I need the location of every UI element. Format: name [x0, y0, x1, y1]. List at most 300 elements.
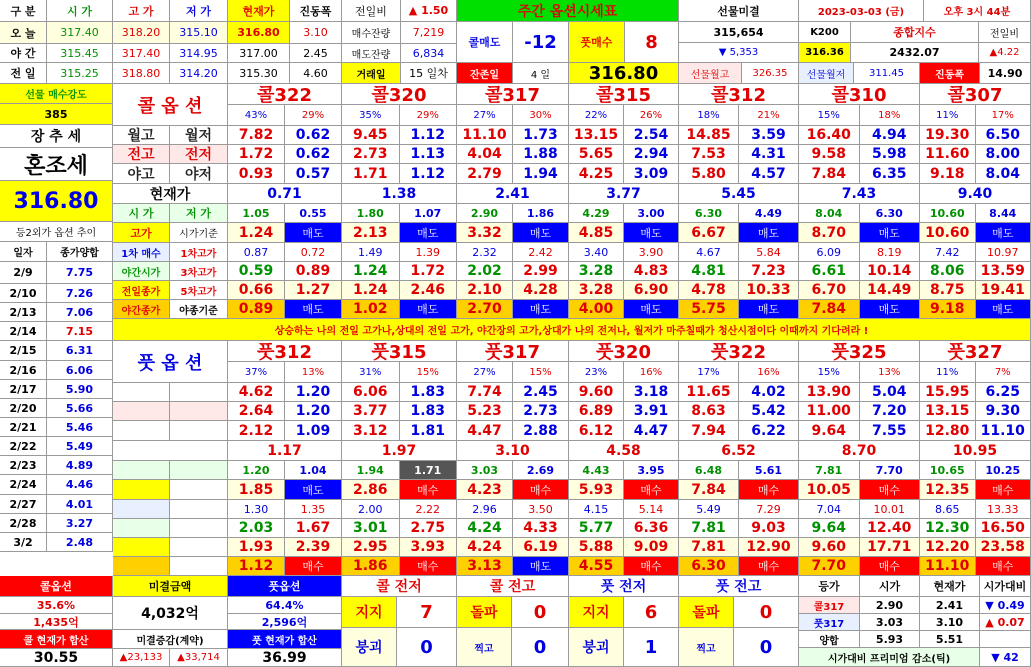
- header-r2-c6: 매도잔량: [342, 44, 401, 63]
- put-night-close: 3.13: [457, 557, 513, 576]
- call-val: 13.15: [569, 126, 624, 145]
- put-val: 1.81: [400, 421, 458, 441]
- call-row: 1.27: [285, 281, 342, 300]
- put-pct: 15%: [513, 362, 569, 383]
- call-lbl: 야간시가: [113, 262, 170, 281]
- call-row: 3.90: [624, 243, 679, 262]
- header-r1-c3: 315.10: [170, 22, 228, 44]
- call-open: 1.05: [228, 204, 285, 223]
- put-pct: 64.4%: [228, 597, 342, 614]
- call-val: 16.40: [799, 126, 860, 145]
- header-r0-c6: 전일비: [342, 0, 401, 22]
- call-current: 3.77: [569, 184, 679, 204]
- call-val: 0.57: [285, 164, 342, 184]
- call-row: 8.06: [920, 262, 976, 281]
- call-low: 1.86: [513, 204, 569, 223]
- put-val: 12.80: [920, 421, 976, 441]
- put-row: 7.81: [679, 538, 739, 557]
- call-lbl: 전일종가: [113, 281, 170, 300]
- put-val: 1.83: [400, 402, 458, 421]
- put-open: 10.65: [920, 461, 976, 480]
- row-sum: 7.26: [47, 284, 113, 303]
- atm-cell: 양합: [799, 631, 860, 648]
- call-row: 19.41: [976, 281, 1031, 300]
- call-sell-label: 콜매도: [457, 22, 513, 63]
- call-row: 2.32: [457, 243, 513, 262]
- call-row: 6.61: [799, 262, 860, 281]
- call-pct: 35.6%: [0, 597, 113, 614]
- put-val: 7.55: [860, 421, 921, 441]
- strength-value: 385: [0, 104, 113, 125]
- call-signal2: 매도: [400, 300, 458, 319]
- call-row: 6.90: [624, 281, 679, 300]
- breakout-label: 붕괴: [342, 628, 397, 667]
- put-val: 2.88: [513, 421, 569, 441]
- header-r3-c5: 4.60: [290, 63, 342, 84]
- atm-cell: 2.90: [860, 597, 920, 614]
- call-row: 13.59: [976, 262, 1031, 281]
- breakout-header: 콜 전저: [342, 576, 457, 597]
- put-val: 13.15: [920, 402, 976, 421]
- call-pct: 18%: [679, 105, 739, 126]
- call-row: 8.75: [920, 281, 976, 300]
- call-lbl: 야고: [113, 164, 170, 184]
- row-sum: 7.75: [47, 262, 113, 284]
- atm-header: 시가: [860, 576, 920, 597]
- breakout-label: 돌파: [679, 597, 734, 628]
- unsettled-chg-2: ▲33,714: [170, 649, 228, 667]
- call-val: 2.79: [457, 164, 513, 184]
- call-val: 5.65: [569, 145, 624, 164]
- put-signal2: 매도: [513, 557, 569, 576]
- put-lbl: [170, 557, 228, 576]
- call-strike: 콜315: [569, 84, 679, 105]
- put-val: 6.06: [342, 383, 400, 402]
- call-val: 6.50: [976, 126, 1031, 145]
- breakout-value: 1: [624, 628, 679, 667]
- put-lbl: [170, 538, 228, 557]
- header-r3-c6: 거래일: [342, 63, 401, 84]
- call-val: 8.04: [976, 164, 1031, 184]
- call-current: 7.43: [799, 184, 920, 204]
- put-val: 7.20: [860, 402, 921, 421]
- futures-oi-change: ▼ 5,353: [679, 43, 799, 63]
- put-open: 1.94: [342, 461, 400, 480]
- call-row: 10.33: [739, 281, 799, 300]
- call-val: 8.00: [976, 145, 1031, 164]
- futures-month-high-label: 선물월고: [679, 63, 742, 84]
- call-lbl: 월고: [113, 126, 170, 145]
- put-current: 1.17: [228, 441, 342, 461]
- call-strike: 콜320: [342, 84, 457, 105]
- put-current: 4.58: [569, 441, 679, 461]
- call-row: 4.78: [679, 281, 739, 300]
- header-r0-c7: ▲ 1.50: [401, 0, 457, 22]
- put-row: 1.93: [228, 538, 285, 557]
- call-lbl: 1차고가: [170, 243, 228, 262]
- put-row: 12.90: [739, 538, 799, 557]
- put-night-close: 6.30: [679, 557, 739, 576]
- header-r3-c3: 314.20: [170, 63, 228, 84]
- put-low: 7.70: [860, 461, 921, 480]
- call-opt-label: 콜옵션: [0, 576, 113, 597]
- header-r0-c2: 고 가: [113, 0, 170, 22]
- call-pct: 35%: [342, 105, 400, 126]
- page-title: 주간 옵션시세표: [457, 0, 679, 22]
- header-r2-c1: 315.45: [47, 44, 113, 63]
- call-pct: 22%: [569, 105, 624, 126]
- call-lbl: 저 가: [170, 204, 228, 223]
- put-high: 7.84: [679, 480, 739, 500]
- row-date: 2/14: [0, 322, 47, 341]
- put-open: 6.48: [679, 461, 739, 480]
- row-date: 2/16: [0, 361, 47, 380]
- put-signal2: 매수: [739, 557, 799, 576]
- put-val: 9.64: [799, 421, 860, 441]
- call-high: 1.24: [228, 223, 285, 243]
- put-row: 4.24: [457, 519, 513, 538]
- put-val: 3.77: [342, 402, 400, 421]
- call-val: 1.12: [400, 126, 458, 145]
- breakout-value: 7: [397, 597, 457, 628]
- call-open: 6.30: [679, 204, 739, 223]
- call-pct: 30%: [513, 105, 569, 126]
- put-lbl: [113, 461, 170, 480]
- put-lbl: [113, 480, 170, 500]
- call-current: 0.71: [228, 184, 342, 204]
- put-row: 2.00: [342, 500, 400, 519]
- call-row: 7.42: [920, 243, 976, 262]
- call-val: 5.98: [860, 145, 921, 164]
- row-date: 2/9: [0, 262, 47, 284]
- call-pct: 29%: [285, 105, 342, 126]
- row-sum: 6.06: [47, 361, 113, 380]
- put-val: 4.47: [624, 421, 679, 441]
- call-high: 6.67: [679, 223, 739, 243]
- breakout-value: 0: [512, 597, 569, 628]
- put-opt-label: 풋옵션: [228, 576, 342, 597]
- row-date: 2/22: [0, 437, 47, 456]
- put-row: 12.20: [920, 538, 976, 557]
- put-current: 10.95: [920, 441, 1031, 461]
- put-buy-label: 풋매수: [569, 22, 625, 63]
- call-night-close: 4.00: [569, 300, 624, 319]
- put-row: 9.60: [799, 538, 860, 557]
- call-signal2: 매도: [739, 300, 799, 319]
- call-signal2: 매도: [976, 300, 1031, 319]
- header-r2-c2: 317.40: [113, 44, 170, 63]
- call-row: 1.72: [400, 262, 458, 281]
- put-row: 17.71: [860, 538, 921, 557]
- call-row: 1.49: [342, 243, 400, 262]
- call-row: 1.39: [400, 243, 458, 262]
- header-r1-c6: 매수잔량: [342, 22, 401, 44]
- call-pct: 17%: [976, 105, 1031, 126]
- put-title: 풋 옵 션: [113, 341, 228, 383]
- atm2-trend-label: 등2외가 옵션 추이: [0, 222, 113, 242]
- put-sum-value: 36.99: [228, 649, 342, 667]
- call-row: 0.89: [285, 262, 342, 281]
- put-lbl: [170, 402, 228, 421]
- call-strike: 콜322: [228, 84, 342, 105]
- put-signal: 매수: [400, 480, 458, 500]
- header-r2-c0: 야 간: [0, 44, 47, 63]
- put-pct: 27%: [457, 362, 513, 383]
- breakout-header: 풋 전저: [569, 576, 679, 597]
- call-open: 4.29: [569, 204, 624, 223]
- call-lbl: 고가: [113, 223, 170, 243]
- put-row: 4.15: [569, 500, 624, 519]
- put-row: 8.65: [920, 500, 976, 519]
- atm-header: 현재가: [920, 576, 980, 597]
- call-title: 콜 옵 션: [113, 84, 228, 126]
- put-row: 3.93: [400, 538, 458, 557]
- put-val: 2.45: [513, 383, 569, 402]
- put-row: 4.24: [457, 538, 513, 557]
- call-night-close: 7.84: [799, 300, 860, 319]
- row-sum: 5.66: [47, 399, 113, 418]
- put-high: 12.35: [920, 480, 976, 500]
- call-row: 8.19: [860, 243, 921, 262]
- put-val: 5.04: [860, 383, 921, 402]
- call-signal: 매도: [513, 223, 569, 243]
- call-val: 4.25: [569, 164, 624, 184]
- header-r3-c1: 315.25: [47, 63, 113, 84]
- breakout-label: 찍고: [679, 628, 734, 667]
- breakout-value: 0: [734, 628, 799, 667]
- index-value: 2432.07: [851, 43, 979, 63]
- call-row: 1.24: [342, 262, 400, 281]
- futures-month-low: 311.45: [854, 63, 920, 84]
- put-lbl: [113, 500, 170, 519]
- put-pct: 16%: [624, 362, 679, 383]
- call-lbl: 월저: [170, 126, 228, 145]
- header-r0-c0: 구 분: [0, 0, 47, 22]
- put-pct: 15%: [799, 362, 860, 383]
- put-val: 1.83: [400, 383, 458, 402]
- date: 2023-03-03 (금): [799, 0, 924, 22]
- put-val: 6.89: [569, 402, 624, 421]
- put-val: 4.62: [228, 383, 285, 402]
- put-val: 5.23: [457, 402, 513, 421]
- header-r1-c7: 7,219: [401, 22, 457, 44]
- call-lbl: 시 가: [113, 204, 170, 223]
- trend-label: 장 추 세: [0, 125, 113, 148]
- put-pct: 37%: [228, 362, 285, 383]
- breakout-value: 0: [397, 628, 457, 667]
- call-lbl: 야간종가: [113, 300, 170, 319]
- row-date: 2/28: [0, 514, 47, 533]
- call-row: 2.02: [457, 262, 513, 281]
- put-val: 5.42: [739, 402, 799, 421]
- put-cur-label: [113, 441, 228, 461]
- breakout-value: 0: [734, 597, 799, 628]
- call-val: 2.94: [624, 145, 679, 164]
- call-signal2: 매도: [513, 300, 569, 319]
- call-val: 9.58: [799, 145, 860, 164]
- unsettled-chg-label: 미결증감(계약): [113, 630, 228, 649]
- put-lbl: [170, 461, 228, 480]
- put-val: 2.64: [228, 402, 285, 421]
- row-sum: 5.46: [47, 418, 113, 437]
- call-open: 1.80: [342, 204, 400, 223]
- put-val: 8.63: [679, 402, 739, 421]
- put-pct: 13%: [285, 362, 342, 383]
- call-row: 0.59: [228, 262, 285, 281]
- call-val: 0.62: [285, 145, 342, 164]
- put-signal: 매수: [624, 480, 679, 500]
- call-val: 4.31: [739, 145, 799, 164]
- put-high: 1.85: [228, 480, 285, 500]
- call-val: 4.94: [860, 126, 921, 145]
- call-night-close: 9.18: [920, 300, 976, 319]
- call-val: 3.09: [624, 164, 679, 184]
- put-high: 4.23: [457, 480, 513, 500]
- put-pct: 15%: [400, 362, 458, 383]
- call-val: 0.62: [285, 126, 342, 145]
- col-sum: 종가양합: [47, 242, 113, 262]
- call-low: 8.44: [976, 204, 1031, 223]
- put-amt: 2,596억: [228, 614, 342, 630]
- row-sum: 7.06: [47, 303, 113, 322]
- put-night-close: 1.12: [228, 557, 285, 576]
- call-night-close: 2.70: [457, 300, 513, 319]
- call-lbl: 전저: [170, 145, 228, 164]
- header-r1-c4: 316.80: [228, 22, 290, 44]
- put-signal: 매수: [976, 480, 1031, 500]
- put-night-close: 4.55: [569, 557, 624, 576]
- put-lbl: [113, 402, 170, 421]
- futures-oi-label: 선물미결: [679, 0, 799, 22]
- header-r0-c1: 시 가: [47, 0, 113, 22]
- atm-cell: 2.41: [920, 597, 980, 614]
- put-strike: 풋322: [679, 341, 799, 362]
- put-val: 4.47: [457, 421, 513, 441]
- row-sum: 7.15: [47, 322, 113, 341]
- put-val: 7.94: [679, 421, 739, 441]
- call-pct: 15%: [799, 105, 860, 126]
- put-val: 11.10: [976, 421, 1031, 441]
- call-pct: 18%: [860, 105, 921, 126]
- header-r1-c0: 오 늘: [0, 22, 47, 44]
- call-val: 1.12: [400, 164, 458, 184]
- call-current: 2.41: [457, 184, 569, 204]
- breakout-label: 돌파: [457, 597, 512, 628]
- row-sum: 3.27: [47, 514, 113, 533]
- col-date: 일자: [0, 242, 47, 262]
- put-high: 5.93: [569, 480, 624, 500]
- call-pct: 43%: [228, 105, 285, 126]
- header-r2-c4: 317.00: [228, 44, 290, 63]
- breakout-value: 0: [512, 628, 569, 667]
- call-high: 8.70: [799, 223, 860, 243]
- unsettled-chg-1: ▲23,133: [113, 649, 170, 667]
- premium-decay-label: 시가대비 프리미엄 감소(틱): [799, 648, 980, 667]
- call-night-close: 1.02: [342, 300, 400, 319]
- call-row: 3.28: [569, 281, 624, 300]
- put-night-close: 1.86: [342, 557, 400, 576]
- put-current: 1.97: [342, 441, 457, 461]
- call-val: 7.53: [679, 145, 739, 164]
- put-row: 9.09: [624, 538, 679, 557]
- put-row: 2.75: [400, 519, 458, 538]
- call-val: 5.80: [679, 164, 739, 184]
- row-date: 2/15: [0, 341, 47, 361]
- breakout-value: 6: [624, 597, 679, 628]
- put-row: 12.40: [860, 519, 921, 538]
- atm-cell: 5.93: [860, 631, 920, 648]
- put-lbl: [113, 383, 170, 402]
- call-signal: 매도: [860, 223, 921, 243]
- call-val: 11.10: [457, 126, 513, 145]
- breakout-header: 콜 전고: [457, 576, 569, 597]
- breakout-label: 지지: [342, 597, 397, 628]
- put-row: 6.36: [624, 519, 679, 538]
- put-signal: 매도: [285, 480, 342, 500]
- put-row: 10.01: [860, 500, 921, 519]
- put-low: 3.95: [624, 461, 679, 480]
- row-sum: 6.31: [47, 341, 113, 361]
- put-row: 2.96: [457, 500, 513, 519]
- put-lbl: [170, 421, 228, 441]
- put-open: 3.03: [457, 461, 513, 480]
- call-row: 5.84: [739, 243, 799, 262]
- call-low: 3.00: [624, 204, 679, 223]
- put-low: 1.71: [400, 461, 458, 480]
- atm-header: 시가대비: [980, 576, 1031, 597]
- call-sell-value: -12: [513, 22, 569, 63]
- put-row: 9.03: [739, 519, 799, 538]
- put-row: 6.19: [513, 538, 569, 557]
- futures-oi-value: 315,654: [679, 22, 799, 43]
- call-row: 2.99: [513, 262, 569, 281]
- put-strike: 풋320: [569, 341, 679, 362]
- put-signal2: 매수: [976, 557, 1031, 576]
- call-row: 10.97: [976, 243, 1031, 262]
- strength-label: 선물 매수강도: [0, 84, 113, 104]
- call-current: 9.40: [920, 184, 1031, 204]
- call-val: 1.88: [513, 145, 569, 164]
- call-val: 4.57: [739, 164, 799, 184]
- header-r1-c1: 317.40: [47, 22, 113, 44]
- call-signal: 매도: [624, 223, 679, 243]
- put-val: 6.12: [569, 421, 624, 441]
- call-strike: 콜317: [457, 84, 569, 105]
- put-low: 5.61: [739, 461, 799, 480]
- call-signal: 매도: [976, 223, 1031, 243]
- remain-value: 4 일: [513, 63, 569, 84]
- call-pct: 26%: [624, 105, 679, 126]
- put-row: 1.35: [285, 500, 342, 519]
- atm-cell: ▼ 0.49: [980, 597, 1031, 614]
- put-row: 23.58: [976, 538, 1031, 557]
- row-sum: 4.01: [47, 495, 113, 514]
- time: 오후 3시 44분: [924, 0, 1031, 22]
- put-high: 10.05: [799, 480, 860, 500]
- call-row: 0.87: [228, 243, 285, 262]
- put-val: 4.02: [739, 383, 799, 402]
- call-pct: 27%: [457, 105, 513, 126]
- call-row: 4.83: [624, 262, 679, 281]
- call-strike: 콜310: [799, 84, 920, 105]
- put-val: 1.09: [285, 421, 342, 441]
- header-r1-c5: 3.10: [290, 22, 342, 44]
- put-row: 5.88: [569, 538, 624, 557]
- unsettled-value: 4,032억: [113, 597, 228, 630]
- prev-label: 전일비: [979, 22, 1031, 43]
- call-lbl: 시가기준: [170, 223, 228, 243]
- put-lbl: [170, 480, 228, 500]
